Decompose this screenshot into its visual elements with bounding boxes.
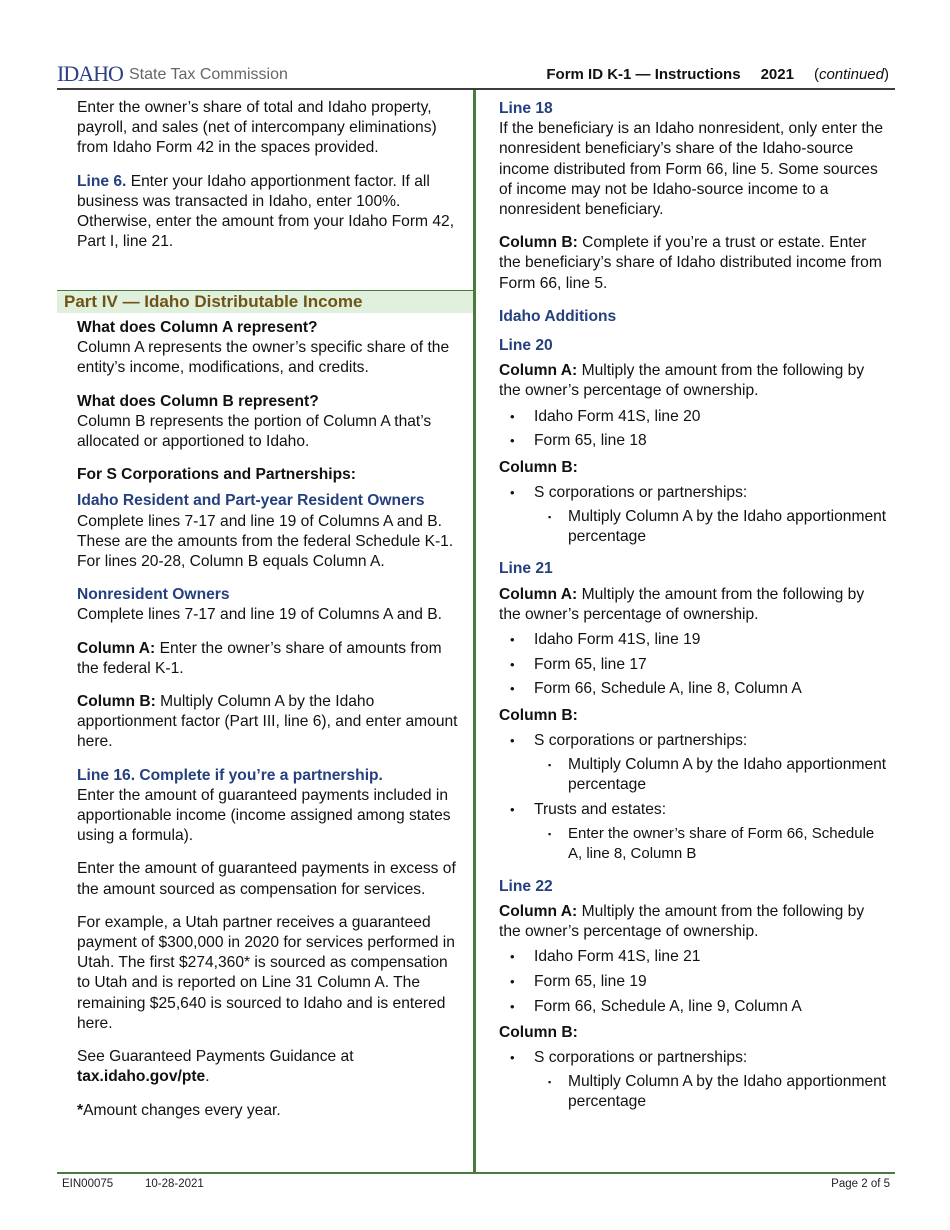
asterisk-note — [77, 1101, 459, 1121]
form-heading — [546, 65, 889, 85]
column-b-answer: Column B represents the portion of Column A that’s allocated or apportioned to Idaho. — [77, 412, 432, 451]
footer-page-number: Page 2 of 5 — [831, 1178, 890, 1190]
line-21-column-a-text: Multiply the amount from the following by the owner’s percentage of ownership. — [499, 585, 865, 623]
footer-rule — [57, 1172, 895, 1174]
list-item — [499, 800, 889, 865]
list-item — [499, 483, 889, 548]
line-20-list — [499, 407, 889, 452]
column-divider — [473, 90, 476, 1172]
line-18-column-b — [499, 233, 889, 294]
line-21-column-b-label: Column B: — [499, 706, 578, 724]
list-item: • Idaho Form 41S, line 19 — [499, 630, 889, 650]
list-item — [499, 731, 889, 796]
line-22-heading: Line 22 — [499, 877, 553, 895]
left-column-top — [77, 98, 459, 265]
line-18-heading: Line 18 — [499, 100, 553, 117]
column-a-instruction — [77, 639, 459, 679]
line-18-column-b-text: Complete if you’re a trust or estate. Enter the beneficiary’s share of Idaho distributed income from Form 66, line 5. — [499, 234, 882, 292]
asterisk-text: Amount changes every year. — [83, 1101, 281, 1119]
idaho-additions-heading: Idaho Additions — [499, 307, 617, 325]
line-16-paragraph-1: Enter the amount of guaranteed payments included in apportionable income (income assigned among states using a formula). — [77, 786, 451, 845]
part-iv-title: Part IV — Idaho Distributable Income — [64, 292, 363, 311]
sub-list — [534, 824, 889, 864]
form-year: 2021 — [760, 66, 794, 83]
list-item-text: S corporations or partnerships: — [534, 483, 748, 501]
footer-form-code: EIN00075 — [62, 1178, 114, 1190]
nonresident-owners-text: Complete lines 7-17 and line 19 of Columns A and B. — [77, 606, 442, 624]
list-item: • Idaho Form 41S, line 21 — [499, 947, 889, 967]
sub-list-item: ▪ Multiply Column A by the Idaho apportionment percentage — [534, 1072, 889, 1112]
column-a-question: What does Column A represent? — [77, 319, 318, 336]
list-item: • Form 65, line 19 — [499, 972, 889, 992]
line-16-paragraph-2: Enter the amount of guaranteed payments in excess of the amount sourced as compensation for services. — [77, 860, 456, 898]
line-6-text: Enter your Idaho apportionment factor. If all business was transacted in Idaho, enter 100%. Otherwise, enter the amount from your Idaho Form 42, Part I, line 21. — [77, 172, 455, 251]
form-title: Form ID K-1 — Instructions — [546, 66, 741, 83]
line-16-example: For example, a Utah partner receives a guaranteed payment of $300,000 in 2020 for services performed in Utah. The first $274,360* is sourced as compensation to Utah and is reported on Line 31 Column A. The remaining $25,640 is sourced to Idaho and is entered here. — [77, 913, 455, 1032]
guidance-link[interactable]: tax.idaho.gov/pte — [77, 1068, 206, 1086]
guidance-text: See Guaranteed Payments Guidance at — [77, 1048, 354, 1066]
line-18-column-b-label: Column B: — [499, 234, 578, 252]
sub-list-item: ▪ Enter the owner’s share of Form 66, Schedule A, line 8, Column B — [534, 824, 889, 864]
column-a-label: Column A: — [77, 639, 156, 657]
guidance-period: . — [205, 1068, 210, 1086]
list-item: • Form 66, Schedule A, line 9, Column A — [499, 997, 889, 1017]
page-header — [57, 62, 895, 88]
list-item: • Form 66, Schedule A, line 8, Column A — [499, 679, 889, 699]
sub-list — [534, 1072, 889, 1112]
resident-owners-text: Complete lines 7-17 and line 19 of Columns A and B. These are the amounts from the federal Schedule K-1. For lines 20-28, Column B equals Column A. — [77, 512, 454, 571]
column-b-label: Column B: — [77, 693, 156, 711]
line-21-heading: Line 21 — [499, 560, 553, 578]
sub-list — [534, 755, 889, 795]
line-22-column-b-label: Column B: — [499, 1023, 578, 1041]
header-rule — [57, 88, 895, 90]
line-20-column-b-list — [499, 483, 889, 548]
line-22-list — [499, 947, 889, 1017]
column-b-text: Multiply Column A by the Idaho apportionment factor (Part III, line 6), and enter amount here. — [77, 693, 458, 751]
column-a-answer: Column A represents the owner’s specific share of the entity’s income, modifications, and credits. — [77, 339, 450, 377]
line-20-column-a — [499, 361, 889, 401]
s-corp-heading: For S Corporations and Partnerships: — [77, 466, 356, 484]
line-21-column-a-label: Column A: — [499, 585, 578, 603]
line-22-column-b-list — [499, 1048, 889, 1113]
left-column-part-iv — [77, 318, 459, 1134]
column-b-instruction — [77, 692, 459, 753]
resident-owners-heading: Idaho Resident and Part-year Resident Owners — [77, 492, 425, 510]
line-21-column-a — [499, 585, 889, 625]
list-item — [499, 1048, 889, 1113]
list-item: • Form 65, line 17 — [499, 655, 889, 675]
line-22-column-a-text: Multiply the amount from the following by the owner’s percentage of ownership. — [499, 902, 865, 940]
line-16-heading: Line 16. Complete if you’re a partnership. — [77, 766, 383, 784]
part-iv-banner — [57, 290, 473, 313]
asterisk-mark: * — [77, 1101, 84, 1119]
list-item-text: S corporations or partnerships: — [534, 1048, 748, 1066]
line-21-list — [499, 630, 889, 700]
continued-text: continued — [818, 66, 884, 83]
idaho-logo: IDAHO — [57, 61, 123, 86]
line-20-column-a-text: Multiply the amount from the following by the owner’s percentage of ownership. — [499, 362, 865, 400]
line-22-column-a-label: Column A: — [499, 902, 578, 920]
sub-list-item: ▪ Multiply Column A by the Idaho apportionment percentage — [534, 755, 889, 795]
line-21-column-b-list — [499, 731, 889, 865]
line-6-label: Line 6. — [77, 172, 127, 190]
agency-name: State Tax Commission — [129, 66, 288, 83]
intro-paragraph: Enter the owner’s share of total and Idaho property, payroll, and sales (net of intercompany eliminations) from Idaho Form 42 in the spaces provided. — [77, 99, 437, 157]
list-item-text: S corporations or partnerships: — [534, 731, 748, 749]
continued-note: (continued) — [813, 66, 889, 83]
nonresident-owners-heading: Nonresident Owners — [77, 586, 230, 604]
line-20-column-a-label: Column A: — [499, 362, 578, 380]
line-18-text: If the beneficiary is an Idaho nonresident, only enter the nonresident beneficiary’s share of the Idaho-source income distributed from Form 66, line 5. Some sources of income may not be Idaho-source income to a nonresident beneficiary. — [499, 120, 884, 219]
line-6-paragraph — [77, 172, 459, 253]
list-item-text: Trusts and estates: — [534, 800, 667, 818]
line-20-heading: Line 20 — [499, 337, 553, 355]
list-item: • Form 65, line 18 — [499, 431, 889, 451]
column-b-question: What does Column B represent? — [77, 392, 319, 410]
sub-list-item: ▪ Multiply Column A by the Idaho apportionment percentage — [534, 507, 889, 547]
sub-list — [534, 507, 889, 547]
column-a-text: Enter the owner’s share of amounts from the federal K-1. — [77, 639, 442, 677]
right-column — [499, 99, 889, 1119]
guidance-paragraph — [77, 1047, 459, 1087]
footer-date: 10-28-2021 — [145, 1178, 204, 1190]
line-22-column-a — [499, 902, 889, 942]
list-item: • Idaho Form 41S, line 20 — [499, 407, 889, 427]
line-20-column-b-label: Column B: — [499, 458, 578, 476]
